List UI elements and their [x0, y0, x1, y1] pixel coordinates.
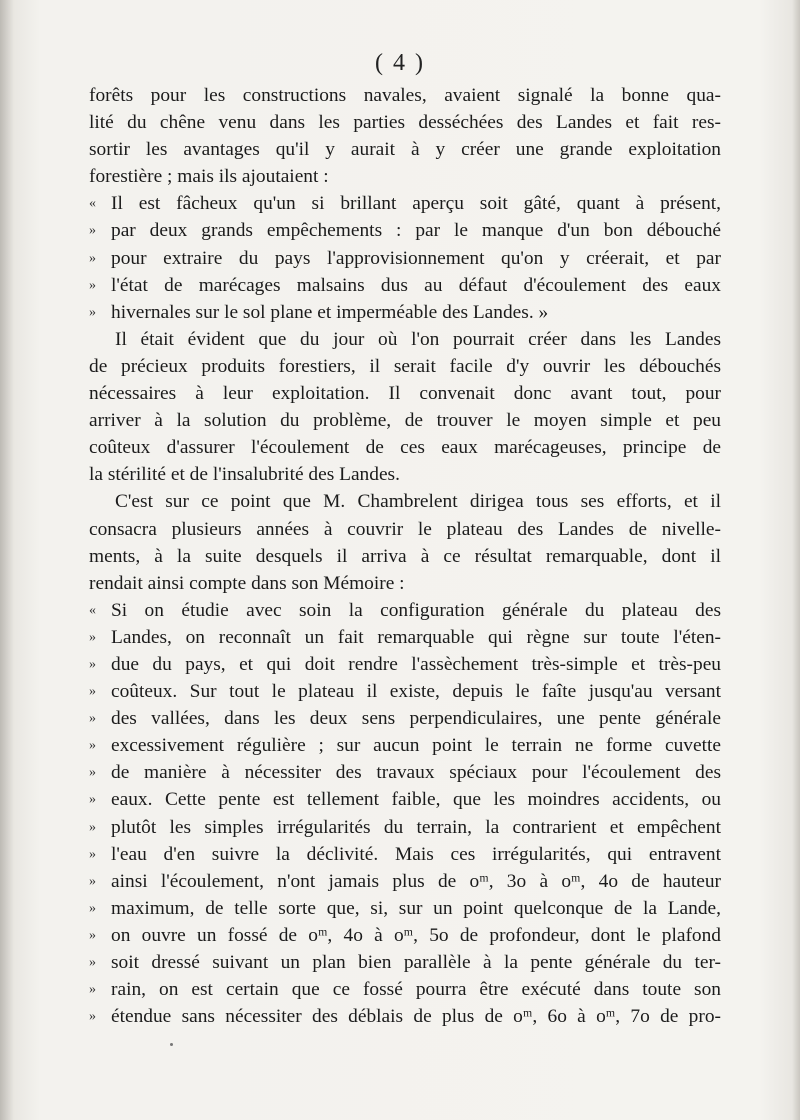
quote-mark: » [89, 277, 96, 293]
text-line [89, 488, 721, 515]
quote-mark: » [89, 955, 96, 970]
line-text: hivernales sur le sol plane et imperméable des Landes. » [111, 301, 549, 323]
quote-mark: » [89, 900, 96, 916]
text-line [89, 407, 721, 434]
line-text: l'eau d'en suivre la déclivité. Mais ces irrégularités, qui entravent [111, 843, 721, 865]
line-text: pour extraire du pays l'approvisionnement qu'on y créerait, et par [111, 247, 721, 269]
text-line [89, 949, 721, 976]
quote-mark: » [89, 792, 96, 808]
text-line [89, 543, 721, 570]
text-line [89, 516, 721, 543]
line-text: excessivement régulière ; sur aucun point le terrain ne forme cuvette [111, 735, 721, 757]
page-number: ( 4 ) [375, 50, 425, 76]
line-text: maximum, de telle sorte que, si, sur un point quelconque de la Lande, [111, 897, 721, 919]
text-line [89, 1003, 721, 1030]
text-line [89, 217, 721, 244]
text-line [89, 678, 721, 705]
text-line [89, 434, 721, 461]
quote-mark: » [89, 873, 96, 889]
line-text: soit dressé suivant un plan bien parallèle à la pente générale du ter- [111, 952, 721, 973]
line-text: C'est sur ce point que M. Chambrelent dirigea tous ses efforts, et il [115, 491, 721, 513]
line-text: forêts pour les constructions navales, avaient signalé la bonne qua- [89, 85, 721, 106]
line-text: de manière à nécessiter des travaux spéciaux pour l'écoulement des [111, 762, 721, 784]
text-line [89, 814, 721, 841]
text-line [89, 299, 721, 326]
text-line [89, 624, 721, 651]
line-text: rendait ainsi compte dans son Mémoire : [89, 572, 405, 594]
line-text: rain, on est certain que ce fossé pourra être exécuté dans toute son [111, 979, 721, 1001]
text-line [89, 786, 721, 813]
line-text: Si on étudie avec soin la configuration générale du plateau des [111, 599, 721, 621]
line-text: des vallées, dans les deux sens perpendiculaires, une pente générale [111, 708, 721, 730]
quote-mark: » [89, 927, 96, 943]
quote-mark: » [89, 711, 96, 727]
text-line [89, 245, 721, 272]
line-text: coûteux d'assurer l'écoulement de ces eaux marécageuses, principe de [89, 437, 721, 459]
text-line [89, 136, 721, 163]
text-line [89, 597, 721, 624]
quote-mark: » [89, 684, 96, 700]
text-line [89, 570, 721, 597]
text-line [89, 705, 721, 732]
quote-mark: » [89, 1009, 96, 1025]
line-text: la stérilité et de l'insalubrité des Landes. [89, 464, 400, 486]
body-text [89, 82, 721, 1030]
quote-mark: » [89, 819, 96, 835]
quote-mark: » [89, 223, 96, 239]
quote-mark: » [89, 765, 96, 781]
line-text: lité du chêne venu dans les parties desséchées des Landes et fait res- [89, 112, 721, 134]
text-line [89, 82, 721, 109]
line-text: nécessaires à leur exploitation. Il convenait donc avant tout, pour [89, 383, 721, 405]
quote-mark: « [89, 196, 96, 212]
line-text: forestière ; mais ils ajoutaient : [89, 166, 329, 188]
quote-mark: » [89, 304, 96, 320]
text-line [89, 461, 721, 488]
line-text: de précieux produits forestiers, il serait facile d'y ouvrir les débouchés [89, 355, 721, 377]
line-text: due du pays, et qui doit rendre l'assèchement très-simple et très-peu [111, 653, 721, 675]
text-line [89, 732, 721, 759]
line-text: sortir les avantages qu'il y aurait à y créer une grande exploitation [89, 139, 721, 161]
text-line [89, 895, 721, 922]
text-line [89, 163, 721, 190]
text-line [89, 922, 721, 949]
line-text: Il était évident que du jour où l'on pourrait créer dans les Landes [115, 328, 721, 350]
quote-mark: » [89, 738, 96, 754]
text-line [89, 272, 721, 299]
text-line [89, 841, 721, 868]
line-text: coûteux. Sur tout le plateau il existe, depuis le faîte jusqu'au versant [111, 681, 721, 703]
quote-mark: » [89, 250, 96, 266]
line-text: ainsi l'écoulement, n'ont jamais plus de oᵐ, 3o à oᵐ, 4o de hauteur [111, 870, 721, 892]
line-text: l'état de marécages malsains dus au défaut d'écoulement des eaux [111, 274, 721, 296]
line-text: par deux grands empêchements : par le manque d'un bon débouché [111, 220, 721, 242]
text-line [89, 868, 721, 895]
text-line [89, 109, 721, 136]
text-line [89, 326, 721, 353]
quote-mark: » [89, 846, 96, 862]
line-text: on ouvre un fossé de oᵐ, 4o à oᵐ, 5o de profondeur, dont le plafond [111, 924, 721, 946]
line-text: ments, à la suite desquels il arriva à ce résultat remarquable, dont il [89, 545, 721, 567]
text-line [89, 190, 721, 217]
line-text: plutôt les simples irrégularités du terrain, la contrarient et empêchent [111, 816, 721, 838]
text-line [89, 380, 721, 407]
quote-mark: » [89, 656, 96, 672]
quote-mark: « [89, 602, 96, 618]
text-line [89, 759, 721, 786]
text-line [89, 353, 721, 380]
line-text: consacra plusieurs années à couvrir le plateau des Landes de nivelle- [89, 518, 721, 540]
line-text: Il est fâcheux qu'un si brillant aperçu soit gâté, quant à présent, [111, 193, 721, 215]
paper-speck [170, 1043, 173, 1046]
text-line [89, 651, 721, 678]
line-text: étendue sans nécessiter des déblais de plus de oᵐ, 6o à oᵐ, 7o de pro- [111, 1006, 721, 1028]
line-text: eaux. Cette pente est tellement faible, que les moindres accidents, ou [111, 789, 721, 811]
text-line [89, 976, 721, 1003]
line-text: arriver à la solution du problème, de trouver le moyen simple et peu [89, 410, 721, 432]
quote-mark: » [89, 982, 96, 998]
line-text: Landes, on reconnaît un fait remarquable qui règne sur toute l'éten- [111, 626, 721, 648]
quote-mark: » [89, 629, 96, 645]
